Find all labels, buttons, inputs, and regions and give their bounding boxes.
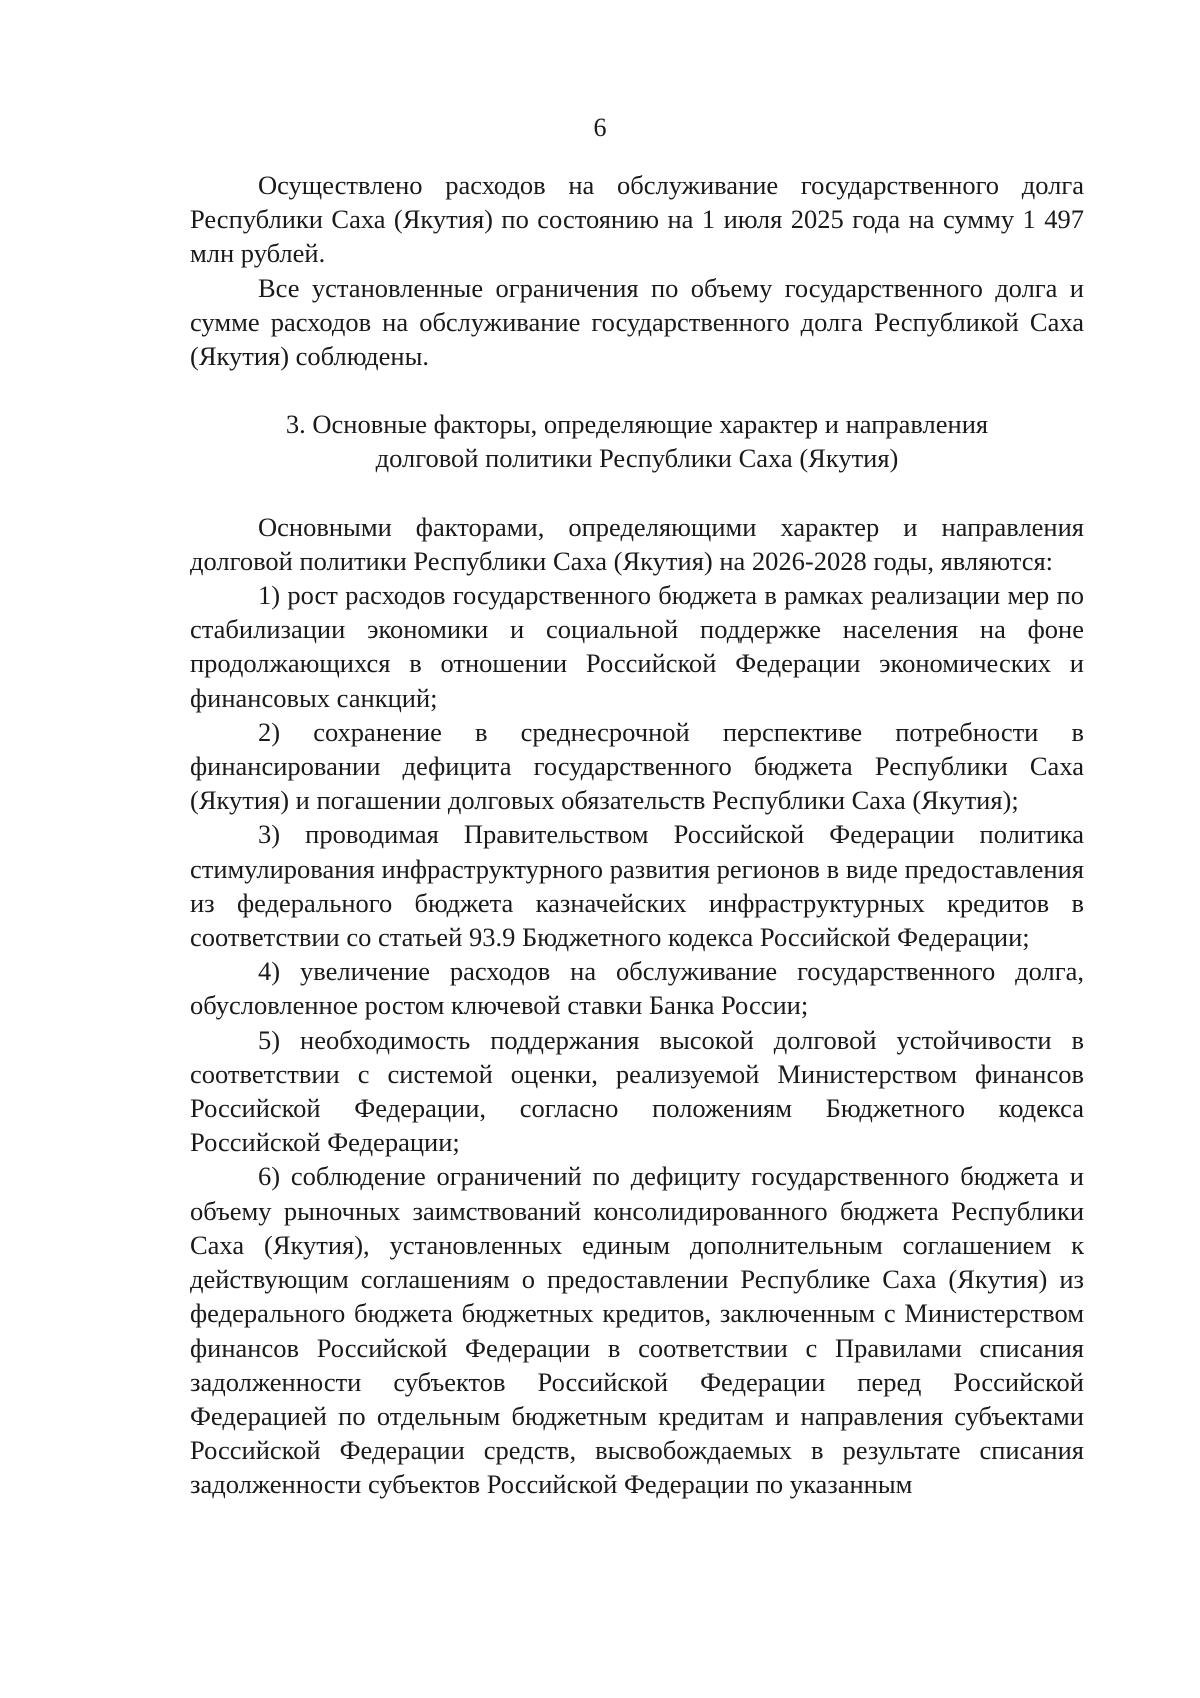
section-heading <box>190 407 1084 475</box>
list-item-1: 1) рост расходов государственного бюджета в рамках реализации мер по стабилизации экономики и социальной поддержке населения на фоне продолжающихся в отношении Российской Федерации экономических и финансовых санкций; <box>190 580 1084 713</box>
list-item-4: 4) увеличение расходов на обслуживание государственного долга, обусловленное ростом ключевой ставки Банка России; <box>190 956 1084 1021</box>
list-item-3: 3) проводимая Правительством Российской Федерации политика стимулирования инфраструктурного развития регионов в виде предоставления из федерального бюджета казначейских инфраструктурных кредитов в соответствии со статьей 93.9 Бюджетного кодекса Российской Федерации; <box>190 819 1084 953</box>
section-heading-line-1: 3. Основные факторы, определяющие характер и направления <box>285 409 989 440</box>
document-body <box>190 168 1084 1502</box>
list-item-2: 2) сохранение в среднесрочной перспективе потребности в финансировании дефицита государственного бюджета Республики Саха (Якутия) и погашении долговых обязательств Республики Саха (Якутия); <box>190 716 1084 816</box>
spacer <box>190 476 1084 510</box>
paragraph-limits-observed: Все установленные ограничения по объему государственного долга и сумме расходов на обслуживание государственного долга Республикой Саха (Якутия) соблюдены. <box>190 272 1084 372</box>
list-item-5: 5) необходимость поддержания высокой долговой устойчивости в соответствии с системой оценки, реализуемой Министерством финансов Российской Федерации, согласно положениям Бюджетного кодекса Российской Федерации; <box>190 1024 1084 1158</box>
spacer <box>190 373 1084 407</box>
section-heading-line-2: долговой политики Республики Саха (Якутия) <box>375 443 899 474</box>
paragraph-intro: Основными факторами, определяющими характер и направления долговой политики Республики Саха (Якутия) на 2026-2028 годы, являются: <box>190 511 1084 576</box>
paragraph-debt-service-expenses: Осуществлено расходов на обслуживание государственного долга Республики Саха (Якутия) по состоянию на 1 июля 2025 года на сумму 1 497 млн рублей. <box>190 170 1084 269</box>
page-number: 6 <box>593 113 607 142</box>
list-item-6: 6) соблюдение ограничений по дефициту государственного бюджета и объему рыночных заимствований консолидированного бюджета Республики Саха (Якутия), установленных единым дополнительным соглашением к действующим соглашениям о предоставлении Республике Саха (Якутия) из федерального бюджета бюджетных кредитов, заключенным с Министерством финансов Российской Федерации в соответствии с Правилами списания задолженности субъектов Российской Федерации перед Российской Федерацией по отдельным бюджетным кредитам и направления субъектами Российской Федерации средств, высвобождаемых в результате списания задолженности субъектов Российской Федерации по указанным <box>190 1161 1084 1500</box>
